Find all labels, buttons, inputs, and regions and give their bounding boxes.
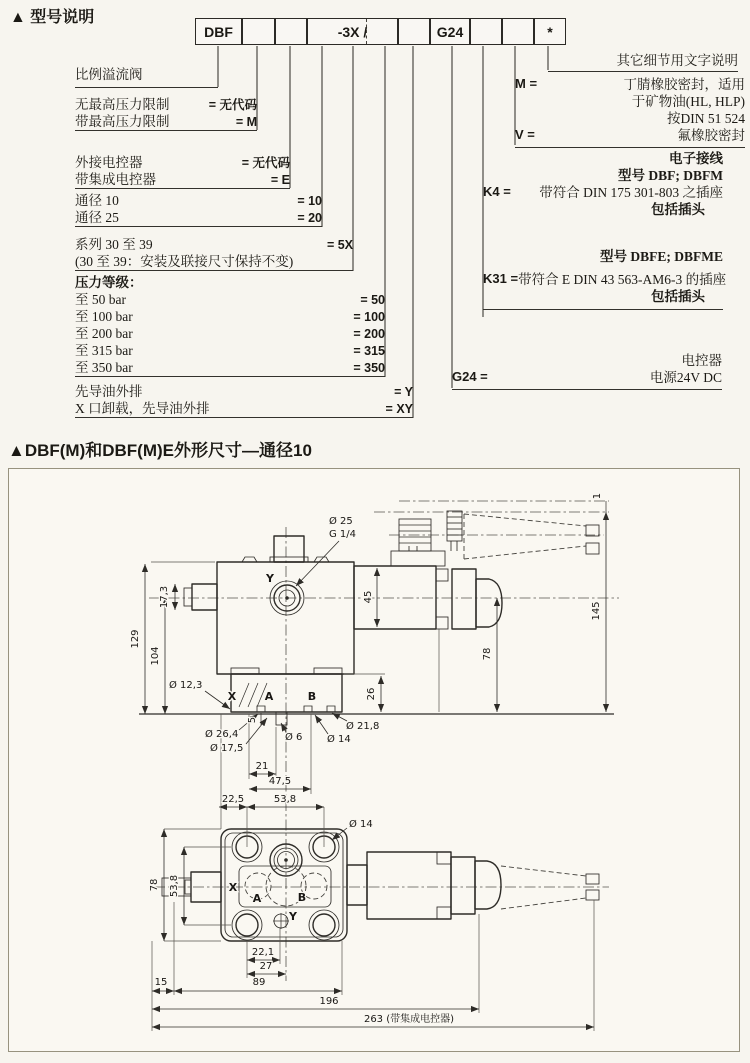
valve-top-view — [162, 829, 599, 941]
k31-key: K31 = — [483, 271, 519, 286]
code-cell-star: * — [534, 18, 566, 45]
dim-22-5: 22,5 — [221, 794, 245, 805]
seal-v-text: 氟橡胶密封 — [677, 128, 745, 143]
dim-145: 145 — [591, 601, 602, 621]
section1-title: ▲ 型号说明 — [10, 9, 95, 26]
dim-45: 45 — [363, 590, 374, 604]
spec-label: 至 315 bar — [75, 343, 133, 358]
dim-1: 1 — [592, 492, 603, 500]
seal-m-key: M = — [515, 76, 538, 91]
dim-53-8-top: 53,8 — [273, 794, 297, 805]
spec-label: 先导油外排 — [75, 384, 143, 399]
dim-89: 89 — [252, 977, 266, 988]
code-cell-e — [275, 18, 307, 45]
dim-26: 26 — [366, 687, 377, 701]
dim-104: 104 — [150, 646, 161, 666]
spec-code: = 无代码 — [208, 98, 257, 112]
label-a-lower: A — [252, 892, 262, 905]
dim-27: 27 — [259, 961, 273, 972]
spec-code: = 无代码 — [241, 156, 290, 170]
dim-d17-5: Ø 17,5 — [210, 743, 244, 754]
code-cell-pilot — [398, 18, 430, 45]
spec-label: 系列 30 至 39 — [75, 237, 153, 252]
spec-label: 外接电控器 — [75, 155, 143, 170]
dim-53-8-left: 53,8 — [169, 874, 180, 898]
seal-m-text-1: 丁腈橡胶密封，适用 — [623, 77, 745, 92]
code-cell-dbf: DBF — [195, 18, 242, 45]
section2-title: ▲DBF(M)和DBF(M)E外形尺寸—通径10 — [8, 441, 312, 460]
dim-78-lower: 78 — [149, 878, 160, 892]
wiring-model-2: 型号 DBFE; DBFME — [600, 249, 723, 264]
dim-d21-8: Ø 21,8 — [346, 721, 380, 732]
model-code-section — [0, 0, 750, 432]
dimension-texts — [130, 493, 603, 1025]
k4-key: K4 = — [483, 184, 511, 199]
dimension-drawing — [9, 469, 738, 1050]
spec-code: = 20 — [297, 211, 322, 225]
spec-row-pressure-rating — [75, 274, 385, 377]
dimension-lines — [145, 501, 606, 1027]
spec-code: = Y — [394, 385, 413, 399]
spec-code: = 10 — [297, 194, 322, 208]
spec-row-size — [75, 192, 322, 227]
spec-label: 压力等级： — [75, 275, 143, 290]
seal-m-text-3: 按DIN 51 524 — [667, 111, 745, 126]
spec-label: 通径 25 — [75, 210, 119, 225]
dim-d12-3: Ø 12,3 — [169, 680, 203, 691]
spec-label: 至 100 bar — [75, 309, 133, 324]
spec-code: = 350 — [353, 361, 385, 375]
label-y-lower: Y — [289, 910, 297, 923]
spec-label: 带集成电控器 — [75, 172, 156, 187]
code-cell-seal — [502, 18, 534, 45]
spec-code: = E — [270, 173, 290, 187]
x-port-hatch — [239, 683, 267, 707]
spec-row-series — [75, 236, 353, 271]
wiring-model-1: 型号 DBF; DBFM — [618, 168, 723, 183]
code-cell-series: -3X / — [307, 18, 398, 45]
label-x-upper: X — [227, 690, 237, 703]
spec-block-g24 — [452, 352, 722, 390]
k4-note: 包括插头 — [651, 202, 705, 217]
spec-row-pilot-drain — [75, 383, 413, 418]
g24-text-2: 电源24V DC — [649, 370, 722, 385]
code-cell-m — [242, 18, 275, 45]
dim-5: 5 — [247, 716, 258, 724]
spec-label: 无最高压力限制 — [75, 97, 170, 112]
dim-196: 196 — [319, 996, 339, 1007]
spec-block-wiring — [483, 150, 727, 310]
dim-47-5: 47,5 — [268, 776, 292, 787]
dim-d6: Ø 6 — [285, 732, 303, 743]
dim-d14-lower: Ø 14 — [349, 819, 373, 830]
spec-block-star-note — [548, 52, 738, 72]
centerlines — [139, 501, 619, 981]
label-y-upper: Y — [266, 572, 274, 585]
seal-m-text-2: 于矿物油(HL, HLP) — [631, 94, 745, 109]
spec-label: 至 50 bar — [75, 292, 126, 307]
spec-row-max-pressure-limit — [75, 95, 257, 131]
seal-v-key: V = — [515, 127, 535, 142]
spec-label: X 口卸载，先导油外排 — [75, 401, 210, 416]
code-cell-g24: G24 — [430, 18, 470, 45]
label-b-lower: B — [297, 891, 307, 904]
spec-code: = M — [235, 115, 257, 129]
code-cell-plug — [470, 18, 502, 45]
dim-17-3: 17,3 — [159, 585, 170, 609]
dim-g14: G 1/4 — [329, 529, 357, 540]
spec-block-seals — [515, 76, 745, 148]
spec-code: = 200 — [353, 327, 385, 341]
k31-text: 带符合 E DIN 43 563-AM6-3 的插座 — [518, 272, 727, 287]
spec-label: 比例溢流阀 — [75, 67, 143, 82]
star-note: 其它细节用文字说明 — [616, 53, 738, 68]
spec-label: (30 至 39：安装及联接尺寸保持不变) — [75, 254, 294, 269]
spec-code: = 100 — [353, 310, 385, 324]
spec-code: = 50 — [360, 293, 385, 307]
spec-row-amplifier — [75, 153, 290, 189]
k4-text: 带符合 DIN 175 301-803 之插座 — [539, 185, 723, 200]
wiring-title: 电子接线 — [669, 151, 723, 166]
spec-label: 带最高压力限制 — [75, 114, 170, 129]
g24-text-1: 电控器 — [681, 353, 722, 368]
dim-129: 129 — [130, 629, 141, 649]
dim-d25: Ø 25 — [329, 516, 353, 527]
k31-note: 包括插头 — [651, 289, 705, 304]
dim-22-1: 22,1 — [251, 947, 275, 958]
label-a-upper: A — [264, 690, 274, 703]
spec-label: 至 350 bar — [75, 360, 133, 375]
spec-row-valve-type — [75, 66, 218, 88]
dim-263: 263 (带集成电控器) — [363, 1014, 455, 1025]
spec-label: 通径 10 — [75, 193, 119, 208]
label-b-upper: B — [307, 690, 317, 703]
dim-d14-upper: Ø 14 — [327, 734, 351, 745]
label-x-lower: X — [228, 881, 238, 894]
spec-code: = 5X — [326, 238, 353, 252]
dim-78-upper: 78 — [482, 647, 493, 661]
model-code-boxes — [195, 18, 566, 45]
drawing-panel — [8, 468, 740, 1052]
spec-code: = XY — [385, 402, 413, 416]
spec-label: 至 200 bar — [75, 326, 133, 341]
dim-21: 21 — [255, 761, 269, 772]
dim-15: 15 — [154, 977, 168, 988]
spec-code: = 315 — [353, 344, 385, 358]
dim-d26-4: Ø 26,4 — [205, 729, 239, 740]
connector-plug-option — [391, 511, 599, 566]
g24-key: G24 = — [452, 369, 488, 384]
